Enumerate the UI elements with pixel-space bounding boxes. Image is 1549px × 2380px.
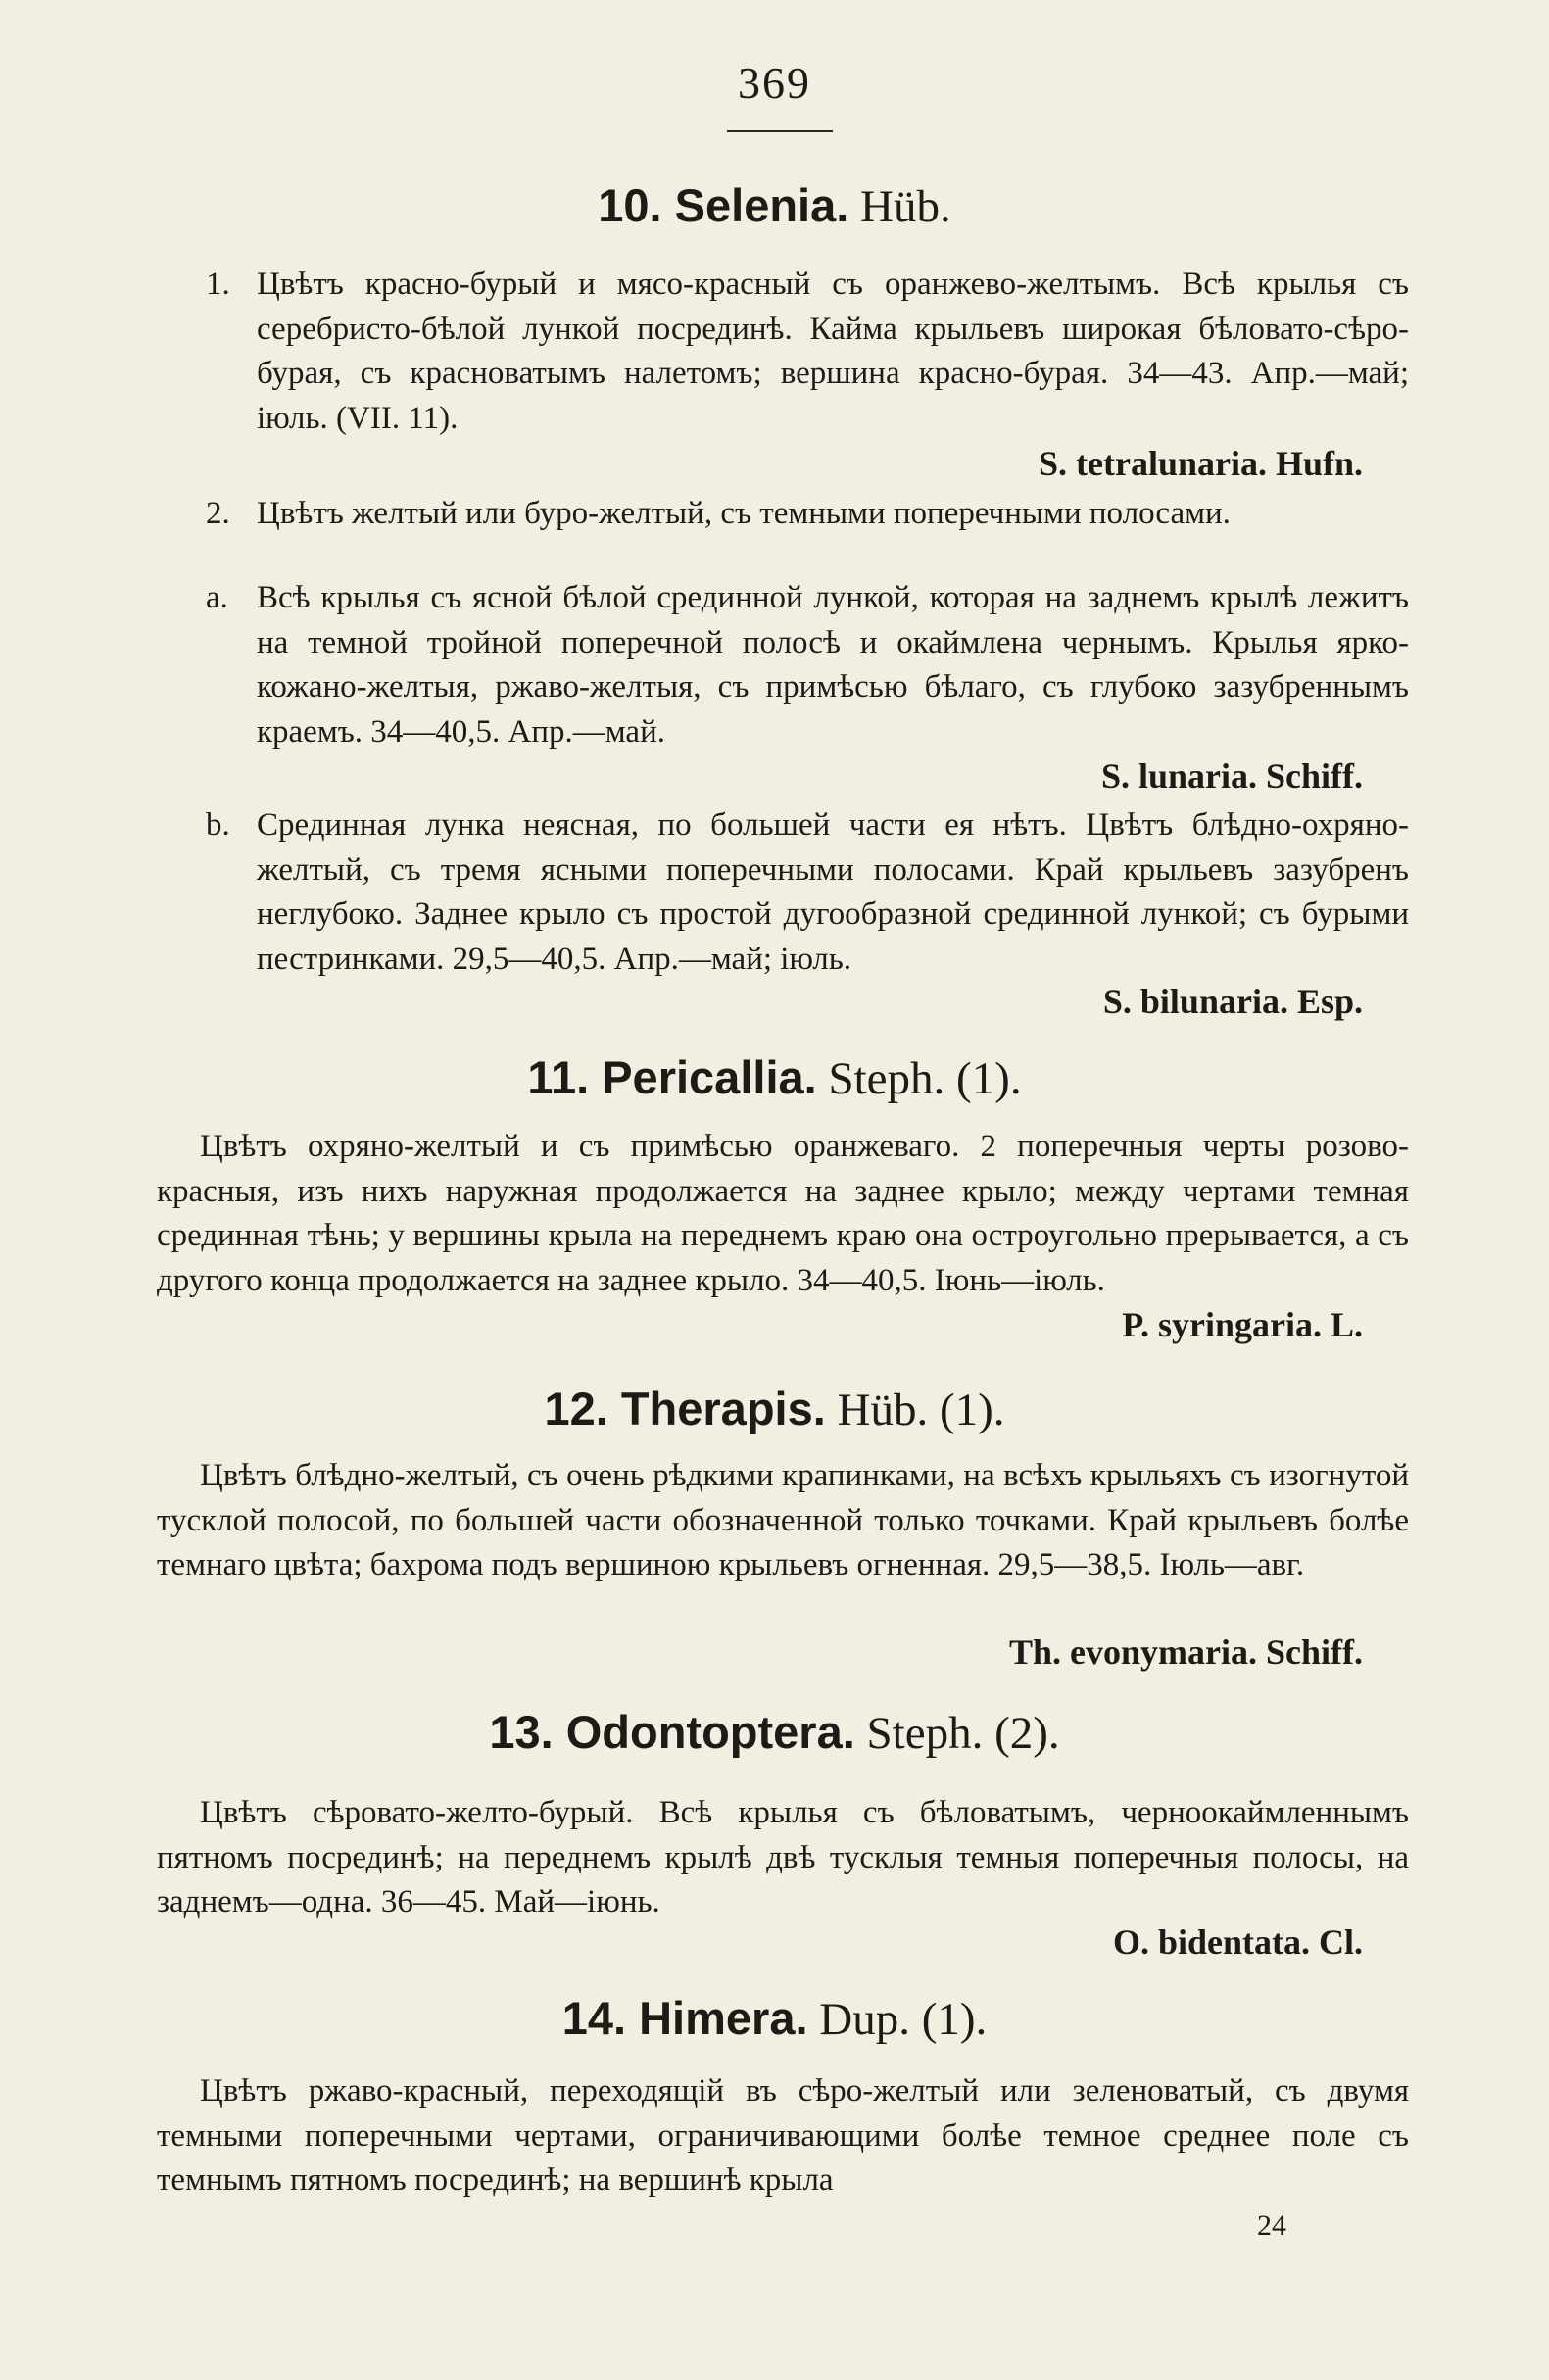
species-name: P. syringaria. L. — [1122, 1305, 1363, 1344]
section-heading-pericallia — [0, 1050, 1549, 1105]
page-number-rule — [727, 130, 833, 132]
section-heading-therapis — [0, 1382, 1549, 1436]
species-name: S. bilunaria. Esp. — [1102, 982, 1363, 1021]
genus-name: 14. Himera. — [561, 1992, 808, 2044]
key-entry-text: Всѣ крылья съ ясной бѣлой срединной лункой, которая на заднемъ крылѣ лежитъ на темной тройной поперечной полосѣ и окаймлена чернымъ. Крылья ярко-кожано-желтыя, ржаво-желтыя, съ примѣсью бѣлаго, съ глубоко зазубреннымъ краемъ. 34—40,5. Апр.—май. — [257, 580, 1409, 750]
genus-author: Dup. (1). — [819, 1994, 988, 2045]
genus-author: Steph. (2). — [866, 1708, 1060, 1759]
genus-name: 12. Therapis. — [544, 1383, 826, 1434]
section-heading-odontoptera — [0, 1705, 1549, 1760]
key-label: 1. — [206, 267, 230, 302]
genus-author: Hüb. — [860, 181, 951, 232]
key-entry-text: Цвѣтъ желтый или буро-желтый, съ темными поперечными полосами. — [257, 496, 1231, 531]
genus-description: Цвѣтъ ржаво-красный, переходящій въ сѣро-желтый или зеленоватый, съ двумя темными поперечными чертами, ограничивающими болѣе темное среднее поле съ темнымъ пятномъ посрединѣ; на вершинѣ крыла — [157, 2073, 1409, 2198]
key-entry-text: Цвѣтъ красно-бурый и мясо-красный съ оранжево-желтымъ. Всѣ крылья съ серебристо-бѣлой лункой посрединѣ. Кайма крыльевъ широкая бѣловато-сѣро-бурая, съ красноватымъ налетомъ; вершина красно-бурая. 34—43. Апр.—май; іюль. (VII. 11). — [257, 267, 1409, 436]
genus-description: Цвѣтъ сѣровато-желто-бурый. Всѣ крылья съ бѣловатымъ, черноокаймленнымъ пятномъ посрединѣ; на переднемъ крылѣ двѣ тусклыя темныя поперечныя полосы, на заднемъ—одна. 36—45. Май—іюнь. — [157, 1795, 1409, 1919]
genus-author: Hüb. (1). — [837, 1384, 1005, 1435]
genus-description: Цвѣтъ блѣдно-желтый, съ очень рѣдкими крапинками, на всѣхъ крыльяхъ съ изогнутой тусклой полосой, по большей части обозначенной только точками. Край крыльевъ болѣе темнаго цвѣта; бахрома подъ вершиною крыльевъ огненная. 29,5—38,5. Іюль—авг. — [157, 1458, 1409, 1582]
genus-name: 10. Selenia. — [598, 179, 849, 231]
key-label: a. — [206, 580, 228, 615]
printer-signature: 24 — [1257, 2210, 1286, 2242]
species-name: Th. evonymaria. Schiff. — [1008, 1632, 1363, 1672]
species-name: O. bidentata. Cl. — [1112, 1922, 1363, 1962]
species-name: S. tetralunaria. Hufn. — [1038, 444, 1363, 483]
genus-name: 11. Pericallia. — [527, 1051, 817, 1103]
key-label: b. — [206, 807, 230, 843]
key-label: 2. — [206, 496, 230, 531]
genus-author: Steph. (1). — [828, 1053, 1022, 1104]
page-number: 369 — [738, 58, 811, 108]
species-name: S. lunaria. Schiff. — [1100, 756, 1363, 796]
genus-name: 13. Odontoptera. — [489, 1706, 855, 1758]
genus-description: Цвѣтъ охряно-желтый и съ примѣсью оранжеваго. 2 поперечныя черты розово-красныя, изъ нихъ наружная продолжается на заднее крыло; между чертами темная срединная тѣнь; у вершины крыла на переднемъ краю она остроугольно прерывается, а съ другого конца продолжается на заднее крыло. 34—40,5. Іюнь—іюль. — [157, 1129, 1409, 1298]
section-heading-selenia — [0, 178, 1549, 233]
key-entry-text: Срединная лунка неясная, по большей части ея нѣтъ. Цвѣтъ блѣдно-охряно-желтый, съ тремя ясными поперечными полосами. Край крыльевъ зазубренъ неглубоко. Заднее крыло съ простой дугообразной срединной лункой; съ бурыми пестринками. 29,5—40,5. Апр.—май; іюль. — [257, 807, 1409, 977]
section-heading-himera — [0, 1991, 1549, 2046]
